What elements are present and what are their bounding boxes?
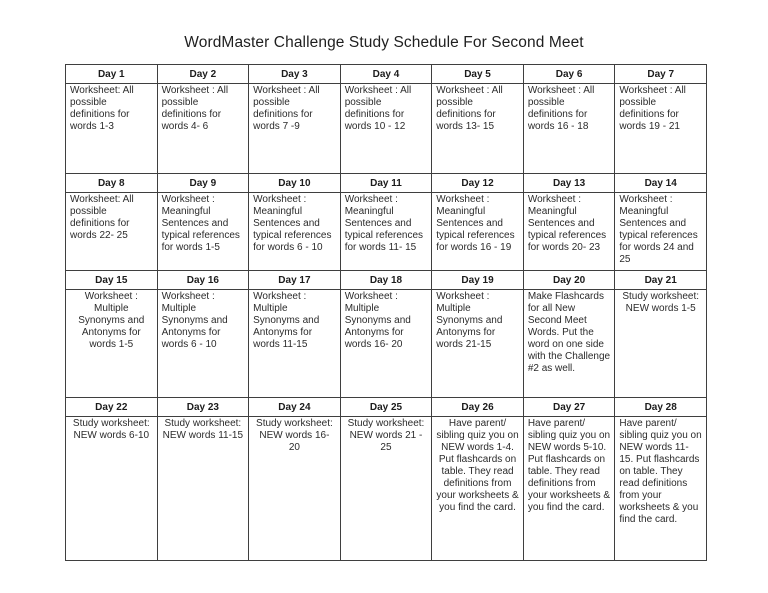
header-day-10: Day 10 bbox=[249, 174, 341, 193]
page-title: WordMaster Challenge Study Schedule For Second Meet bbox=[184, 34, 584, 51]
header-day-5: Day 5 bbox=[432, 65, 524, 84]
header-day-21: Day 21 bbox=[615, 271, 707, 290]
cell-day-19: Worksheet : Multiple Synonyms and Antonyms for words 21-15 bbox=[432, 290, 524, 398]
cell-day-22: Study worksheet: NEW words 6-10 bbox=[66, 417, 158, 561]
cell-day-28: Have parent/ sibling quiz you on NEW words 11-15. Put flashcards on table. They read definitions from your worksheets & you find the card. bbox=[615, 417, 707, 561]
cell-day-21: Study worksheet: NEW words 1-5 bbox=[615, 290, 707, 398]
header-day-22: Day 22 bbox=[66, 398, 158, 417]
header-day-3: Day 3 bbox=[249, 65, 341, 84]
header-day-26: Day 26 bbox=[432, 398, 524, 417]
header-day-1: Day 1 bbox=[66, 65, 158, 84]
header-day-17: Day 17 bbox=[249, 271, 341, 290]
header-day-23: Day 23 bbox=[157, 398, 249, 417]
header-day-8: Day 8 bbox=[66, 174, 158, 193]
header-day-15: Day 15 bbox=[66, 271, 158, 290]
content-row-week-3 bbox=[66, 290, 707, 398]
cell-day-17: Worksheet : Multiple Synonyms and Antonyms for words 11-15 bbox=[249, 290, 341, 398]
header-day-24: Day 24 bbox=[249, 398, 341, 417]
cell-day-25: Study worksheet: NEW words 21 - 25 bbox=[340, 417, 432, 561]
content-row-week-2 bbox=[66, 193, 707, 271]
cell-day-24: Study worksheet: NEW words 16- 20 bbox=[249, 417, 341, 561]
cell-day-14: Worksheet : Meaningful Sentences and typical references for words 24 and 25 bbox=[615, 193, 707, 271]
cell-day-7: Worksheet : All possible definitions for words 19 - 21 bbox=[615, 84, 707, 174]
header-day-12: Day 12 bbox=[432, 174, 524, 193]
cell-day-18: Worksheet : Multiple Synonyms and Antonyms for words 16- 20 bbox=[340, 290, 432, 398]
cell-day-6: Worksheet : All possible definitions for words 16 - 18 bbox=[523, 84, 615, 174]
cell-day-10: Worksheet : Meaningful Sentences and typical references for words 6 - 10 bbox=[249, 193, 341, 271]
header-day-18: Day 18 bbox=[340, 271, 432, 290]
header-day-25: Day 25 bbox=[340, 398, 432, 417]
cell-day-11: Worksheet : Meaningful Sentences and typical references for words 11- 15 bbox=[340, 193, 432, 271]
header-row-week-2 bbox=[66, 174, 707, 193]
header-day-11: Day 11 bbox=[340, 174, 432, 193]
content-row-week-4 bbox=[66, 417, 707, 561]
cell-day-15: Worksheet : Multiple Synonyms and Antonyms for words 1-5 bbox=[66, 290, 158, 398]
cell-day-12: Worksheet : Meaningful Sentences and typical references for words 16 - 19 bbox=[432, 193, 524, 271]
cell-day-8: Worksheet: All possible definitions for words 22- 25 bbox=[66, 193, 158, 271]
header-day-16: Day 16 bbox=[157, 271, 249, 290]
header-day-14: Day 14 bbox=[615, 174, 707, 193]
cell-day-9: Worksheet : Meaningful Sentences and typical references for words 1-5 bbox=[157, 193, 249, 271]
header-row-week-4 bbox=[66, 398, 707, 417]
header-day-13: Day 13 bbox=[523, 174, 615, 193]
header-day-7: Day 7 bbox=[615, 65, 707, 84]
cell-day-23: Study worksheet: NEW words 11-15 bbox=[157, 417, 249, 561]
cell-day-5: Worksheet : All possible definitions for words 13- 15 bbox=[432, 84, 524, 174]
header-row-week-3 bbox=[66, 271, 707, 290]
header-day-6: Day 6 bbox=[523, 65, 615, 84]
cell-day-4: Worksheet : All possible definitions for words 10 - 12 bbox=[340, 84, 432, 174]
cell-day-2: Worksheet : All possible definitions for words 4- 6 bbox=[157, 84, 249, 174]
header-row-week-1 bbox=[66, 65, 707, 84]
cell-day-1: Worksheet: All possible definitions for words 1-3 bbox=[66, 84, 158, 174]
cell-day-3: Worksheet : All possible definitions for words 7 -9 bbox=[249, 84, 341, 174]
cell-day-26: Have parent/ sibling quiz you on NEW words 1-4. Put flashcards on table. They read definitions from your worksheets & you find the card. bbox=[432, 417, 524, 561]
header-day-4: Day 4 bbox=[340, 65, 432, 84]
header-day-9: Day 9 bbox=[157, 174, 249, 193]
cell-day-27: Have parent/ sibling quiz you on NEW words 5-10. Put flashcards on table. They read definitions from your worksheets & you find the card. bbox=[523, 417, 615, 561]
cell-day-13: Worksheet : Meaningful Sentences and typical references for words 20- 23 bbox=[523, 193, 615, 271]
cell-day-20: Make Flashcards for all New Second Meet Words. Put the word on one side with the Challenge #2 as well. bbox=[523, 290, 615, 398]
cell-day-16: Worksheet : Multiple Synonyms and Antonyms for words 6 - 10 bbox=[157, 290, 249, 398]
header-day-19: Day 19 bbox=[432, 271, 524, 290]
header-day-20: Day 20 bbox=[523, 271, 615, 290]
schedule-table bbox=[65, 64, 707, 561]
header-day-28: Day 28 bbox=[615, 398, 707, 417]
header-day-27: Day 27 bbox=[523, 398, 615, 417]
header-day-2: Day 2 bbox=[157, 65, 249, 84]
content-row-week-1 bbox=[66, 84, 707, 174]
